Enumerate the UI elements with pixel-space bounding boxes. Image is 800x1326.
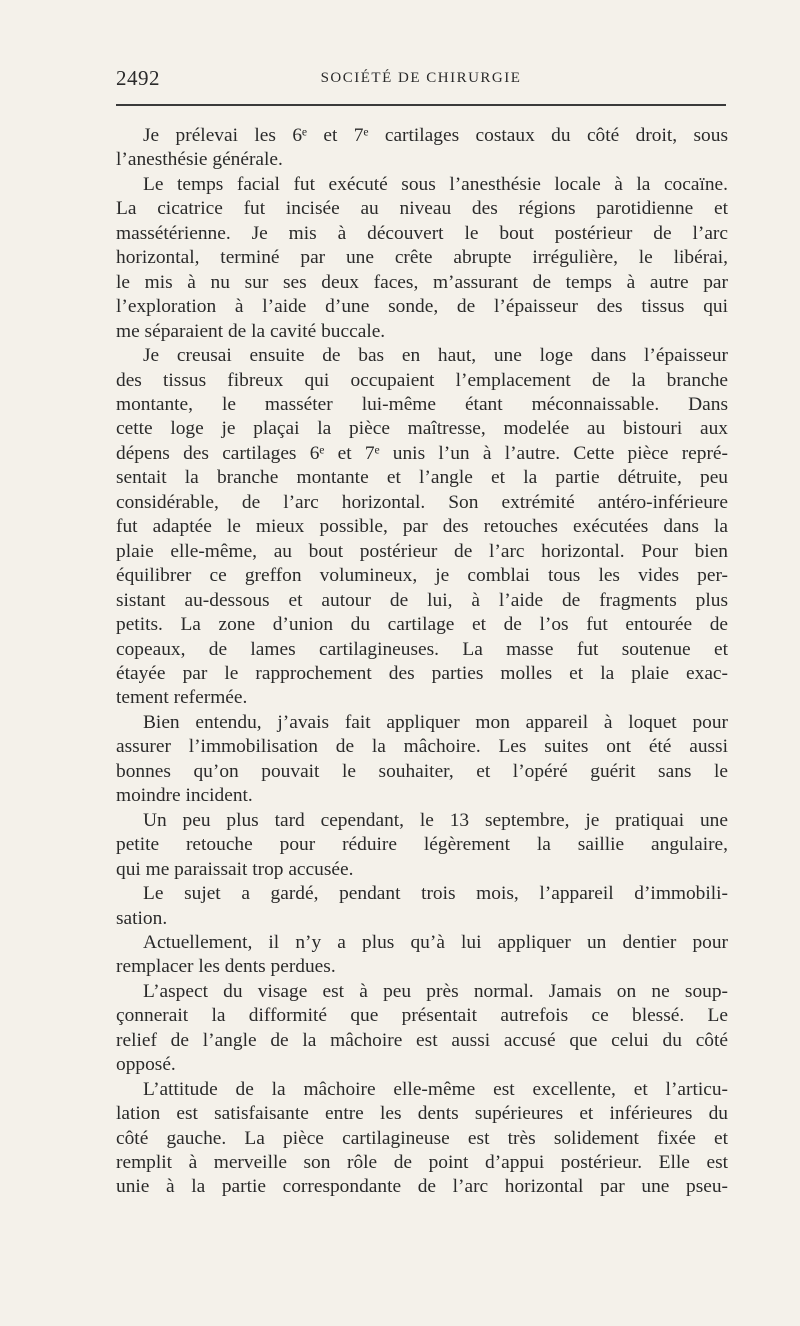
header-rule <box>116 104 726 106</box>
running-title: SOCIÉTÉ DE CHIRURGIE <box>320 70 522 86</box>
text-line: remplit à merveille son rôle de point d’appui postérieur. Elle est <box>116 1152 728 1174</box>
text-line: remplacer les dents perdues. <box>116 956 336 978</box>
paragraph <box>116 882 728 931</box>
text-line: des tissus fibreux qui occupaient l’emplacement de la branche <box>116 369 728 391</box>
text-line: relief de l’angle de la mâchoire est aussi accusé que celui du côté <box>116 1029 728 1051</box>
text-line: étayée par le rapprochement des parties molles et la plaie exac- <box>116 662 728 684</box>
paragraph <box>116 711 728 809</box>
text-line: cette loge je plaçai la pièce maîtresse, modelée au bistouri aux <box>116 418 728 440</box>
text-line: Je prélevai les 6ᵉ et 7ᵉ cartilages costaux du côté droit, sous <box>143 125 728 146</box>
text-line: qui me paraissait trop accusée. <box>116 858 354 880</box>
text-line: Actuellement, il n’y a plus qu’à lui appliquer un dentier pour <box>143 931 728 953</box>
text-line: Bien entendu, j’avais fait appliquer mon appareil à loquet pour <box>143 711 728 733</box>
running-head <box>116 66 726 94</box>
page-number: 2492 <box>116 66 160 90</box>
text-line: équilibrer ce greffon volumineux, je comblai tous les vides per- <box>116 565 728 587</box>
text-line: opposé. <box>116 1054 176 1076</box>
text-line: moindre incident. <box>116 785 253 807</box>
paragraph <box>116 980 728 1078</box>
text-line: tement refermée. <box>116 687 248 709</box>
text-line: L’aspect du visage est à peu près normal. Jamais on ne soup- <box>143 980 728 1002</box>
text-line: petite retouche pour réduire légèrement la saillie angulaire, <box>116 834 728 856</box>
text-line: le mis à nu sur ses deux faces, m’assurant de temps à autre par <box>116 271 728 293</box>
text-line: petits. La zone d’union du cartilage et de l’os fut entourée de <box>116 614 728 636</box>
text-line: me séparaient de la cavité buccale. <box>116 320 386 342</box>
text-line: considérable, de l’arc horizontal. Son extrémité antéro-inférieure <box>116 491 728 513</box>
text-line: côté gauche. La pièce cartilagineuse est très solidement fixée et <box>116 1127 728 1149</box>
text-line: horizontal, terminé par une crête abrupte irrégulière, le libérai, <box>116 247 728 269</box>
text-line: copeaux, de lames cartilagineuses. La masse fut soutenue et <box>116 638 728 660</box>
paragraph <box>116 173 728 344</box>
text-line: bonnes qu’on pouvait le souhaiter, et l’opéré guérit sans le <box>116 760 728 782</box>
text-line: l’anesthésie générale. <box>116 149 283 171</box>
body-text <box>116 124 728 1200</box>
text-line: sation. <box>116 907 168 929</box>
text-line: dépens des cartilages 6ᵉ et 7ᵉ unis l’un à l’autre. Cette pièce repré- <box>116 442 728 464</box>
text-line: lation est satisfaisante entre les dents supérieures et inférieures du <box>116 1103 728 1125</box>
paragraph <box>116 344 728 711</box>
paragraph <box>116 809 728 882</box>
text-line: l’exploration à l’aide d’une sonde, de l’épaisseur des tissus qui <box>116 296 728 318</box>
text-line: unie à la partie correspondante de l’arc horizontal par une pseu- <box>116 1176 728 1198</box>
text-line: L’attitude de la mâchoire elle-même est excellente, et l’articu- <box>143 1078 728 1100</box>
text-line: massétérienne. Je mis à découvert le bout postérieur de l’arc <box>116 222 728 244</box>
text-line: Je creusai ensuite de bas en haut, une loge dans l’épaisseur <box>143 345 728 367</box>
text-line: çonnerait la difformité que présentait autrefois ce blessé. Le <box>116 1005 728 1027</box>
text-line: assurer l’immobilisation de la mâchoire. Les suites ont été aussi <box>116 736 728 758</box>
text-line: plaie elle-même, au bout postérieur de l’arc horizontal. Pour bien <box>116 540 728 562</box>
paragraph <box>116 1078 728 1200</box>
text-line: montante, le masséter lui-même étant méconnaissable. Dans <box>116 393 728 415</box>
text-line: Un peu plus tard cependant, le 13 septembre, je pratiquai une <box>143 809 728 831</box>
paragraph <box>116 124 728 173</box>
text-line: Le sujet a gardé, pendant trois mois, l’appareil d’immobili- <box>143 883 728 905</box>
text-line: sistant au-dessous et autour de lui, à l’aide de fragments plus <box>116 589 728 611</box>
text-line: La cicatrice fut incisée au niveau des régions parotidienne et <box>116 198 728 220</box>
text-line: Le temps facial fut exécuté sous l’anesthésie locale à la cocaïne. <box>143 173 728 195</box>
text-line: sentait la branche montante et l’angle et la partie détruite, peu <box>116 467 728 489</box>
text-line: fut adaptée le mieux possible, par des retouches exécutées dans la <box>116 516 728 538</box>
paragraph <box>116 931 728 980</box>
